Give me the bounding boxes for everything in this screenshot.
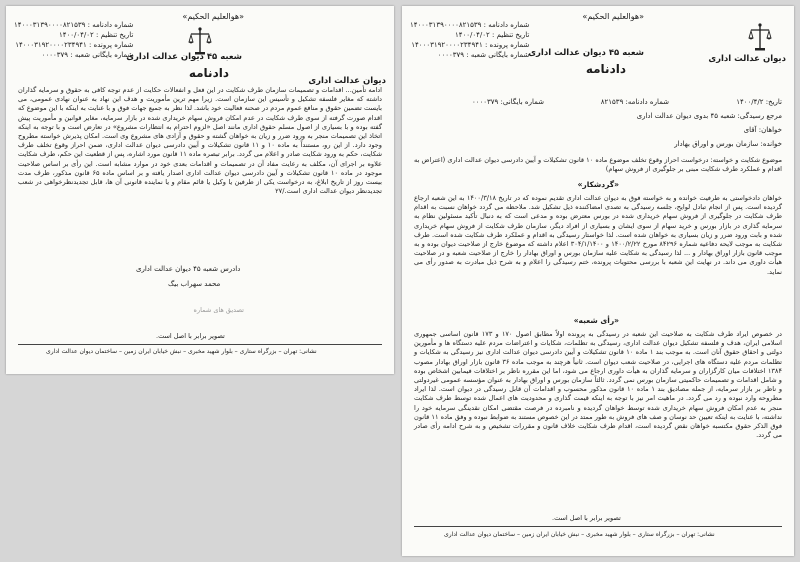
court-branch-title: شعبه ۴۵ دیوان عدالت اداری bbox=[126, 52, 242, 62]
meta-verdict-number: شماره دادنامه : ۱۴۰۰۰۳۱۳۹۰۰۰۰۸۲۱۵۳۹ bbox=[14, 21, 134, 29]
judge-title: دادرس شعبه ۴۵ دیوان عدالت اداری bbox=[136, 265, 241, 273]
footer-divider bbox=[18, 344, 382, 345]
document-meta bbox=[14, 20, 133, 60]
proceedings-text: خواهان دادخواستی به طرفیت خوانده و به خواسته فوق به دیوان عدالت اداری تقدیم نموده که در تاریخ ۱۴۰۰/۳/۱۸ به این شعبه ارجاع گردیده است. پس از انجام تبادل لوایح، جلسه رسیدگی به تصدی امضاکننده ذیل تشکیل شد. ملاحظه می گردد خواهان نسبت به اقدام طرف شکایت در جلوگیری از فروش سهام خریداری شده در بورس معترض بوده و مدعی است که به دنبال تأکید مسئولین نظام به سرمایه گذاری در بازار بورس و خرید سهام از سوی ایشان و بسیاری از افراد دیگر، سازمان طرف شکایت از فروش سهام خریداری شده و بابت ورود ضرر و زیان بسیاری به خواهان شده است. لذا خواستار رسیدگی به اقدام و عملکرد طرف شکایت شده است. طرف شکایت به موجب لایحه دفاعیه شماره ۸۴۲۹۶ مورخ ۱۴۰۰/۲/۲۲ و ۳۰۴/۱/۱۴۰۰ اعلام داشته که موضوع خارج از صلاحیت دیوان بوده و به موجب قانون بازار اوراق بهادار و ... لذا رسیدگی به شکایت علیه سازمان بورس و اوراق بهادار را خارج از صلاحیت شعبه و در صلاحیت هیأت داوری می داند. در نهایت این شعبه با بررسی محتویات پرونده، ختم رسیدگی را اعلام و به شرح ذیل مبادرت به صدور رأی می نماید. bbox=[414, 194, 782, 276]
document-type-title: دادنامه bbox=[585, 62, 626, 76]
meta-case-number: شماره پرونده : ۱۴۰۰۰۳۱۹۲۰۰۰۰۲۳۴۹۴۱ bbox=[15, 41, 134, 49]
proceedings-heading: «گردشکار» bbox=[577, 180, 619, 189]
verdict-continuation-text: ادامه تأمین... اقدامات و تصمیمات سازمان طرف شکایت در این فعل و انفعالات حکایت از عدم توجه کافی به حقوق و سرمایه گذاران داشته که مغایر فلسفه تشکیل و تأسیس این سازمان است. زیرا مهم ترین مأموریت و هدف این نهاد به عنوان نهادی عمومی، می بایست تضمین حقوق و منافع عموم مردم در صحنه فعالیت خود باشد. لذا نظر به جمیع جهات فوق و با عنایت به اینکه با این موضوع که اقدام صورت گرفته از سوی طرف شکایت در عدم امکان فروش سهام خریداری شده در بازار سرمایه، مغایر قوانین و مأموریت پیش گفته بوده و با بسیاری از اصول مسلم حقوق اداری مانند اصل «لزوم احترام به انتظارات مشروع» در تعارض است و با توجه به اینکه اتخاذ این تصمیمات منجر به ورود ضرر و زیان به خواهان گشته و حقوق و آزادی های مشروع وی است. امکان پذیرش خواسته مطروح وجود دارد. از این رو، مستنداً به ماده ۱۰ و ۱۱ قانون تشکیلات و آیین دادرسی دیوان عدالت اداری، ضمن احراز وقوع تخلف طرف شکایت، حکم به ورود شکایت صادر و اعلام می گردد. برابر تبصره ماده ۱۱ قانون مورد اشاره، پس از قطعیت این حکم، طرف شکایت علاوه بر اجرای آن، مکلف به رعایت مفاد آن در تصمیمات و اقدامات بعدی خود در موارد مشابه است. این رأی بر اساس صلاحیت موجود در ماده ۱۰ قانون تشکیلات و آیین دادرسی دیوان عدالت اداری اصدار یافته و بر اساس ماده ۶۵ قانون مذکور، ظرف مدت بیست روز از تاریخ ابلاغ، به درخواست یکی از طرفین یا وکیل یا قائم مقام و یا نماینده قانونی آن ها، قابل تجدیدنظرخواهی در شعب تجدیدنظر دیوان عدالت اداری است./۲۷ bbox=[18, 86, 383, 196]
footer-address: نشانی: تهران – بزرگراه ستاری – بلوار شهید مخبری – نبش خیابان ایران زمین – ساختمان دیوان عدالت اداری bbox=[444, 531, 715, 538]
footer-address: نشانی: تهران – بزرگراه ستاری – بلوار شهید مخبری – نبش خیابان ایران زمین – ساختمان دیوان عدالت اداری bbox=[46, 348, 317, 355]
meta-issue-date: تاریخ تنظیم : ۱۴۰۰/۰۴/۰۲ bbox=[454, 31, 530, 39]
basmala: «هوالعلیم الحکیم» bbox=[582, 12, 644, 21]
court-branch-title: شعبه ۴۵ دیوان عدالت اداری bbox=[528, 48, 644, 58]
scales-of-justice-icon bbox=[748, 22, 772, 52]
document-meta bbox=[410, 20, 529, 60]
page-header bbox=[402, 6, 794, 106]
meta-issue-date: تاریخ تنظیم : ۱۴۰۰/۰۴/۰۲ bbox=[58, 31, 134, 39]
judge-name: محمد سهراب بیگ bbox=[168, 280, 221, 288]
defendant: خوانده: سازمان بورس و اوراق بهادار bbox=[674, 140, 782, 148]
department-title: دیوان عدالت اداری bbox=[708, 54, 786, 64]
verdict-date: تاریخ: ۱۴۰۰/۴/۲ bbox=[736, 98, 782, 106]
meta-verdict-number: شماره دادنامه : ۱۴۰۰۰۳۱۳۹۰۰۰۰۸۲۱۵۳۹ bbox=[410, 21, 530, 29]
document-page-1 bbox=[402, 6, 794, 556]
ruling-heading: «رأی شعبه» bbox=[573, 316, 619, 325]
ruling-text: در خصوص ایراد طرف شکایت به صلاحیت این شعبه در رسیدگی به پرونده اولاً مطابق اصول ۱۷۰ و ۱۷۳ قانون اساسی جمهوری اسلامی ایران، هدف و فلسفه تشکیل دیوان عدالت اداری، رسیدگی به تظلمات، شکایات و اعتراضات مردم علیه دستگاه ها و مأمورین دولتی و احقاق حقوق آنان است. به موجب بند ۱ ماده ۱۰ قانون تشکیلات و آیین دادرسی دیوان عدالت اداری نیز رسیدگی به شکایات و تظلمات مردم علیه دستگاه های اجرایی، در صلاحیت شعب دیوان است. ثانیاً هرچند به موجب ماده ۳۶ قانون بازار اوراق بهادار مصوب ۱۳۸۴ اختلافات میان کارگزاران و سرمایه گذاران به هیأت داوری ارجاع می شود، اما این مقرره ناظر بر اختلافات فیمابین اشخاص بوده و شامل اقدامات و تصمیمات حاکمیتی سازمان بورس نمی گردد. ثالثاً سازمان بورس و اوراق بهادار به عنوان مؤسسه عمومی غیردولتی و ناظر بر بازار سرمایه، از جمله مصادیق بند ۱ ماده ۱۰ قانون مذکور محسوب و اقدامات آن قابل رسیدگی در دیوان است. لذا ایراد مطروحه وارد نبوده و رد می گردد. در ماهیت امر نیز با توجه به اینکه قیمت گذاری و محدودیت های اعمال شده توسط طرف شکایت منجر به عدم امکان فروش سهام خریداری شده توسط خواهان گردیده و نامبرده در فرصت مقتضی امکان نقدینگی سرمایه خود را نداشته، با عنایت به اینکه تعیین حد نوسان و صف های فروش به طور ممتد در این خصوص مستند به ضوابط نبوده و وفق ماده ۱۱ قانون فوق الذکر حقوق مکتسبه خواهان نقض گردیده است، اقدام طرف شکایت خلاف قانون و مقررات تشخیص و به شرح ادامه رأی صادر می گردد. bbox=[414, 330, 783, 440]
document-page-2 bbox=[6, 6, 394, 374]
basmala: «هوالعلیم الحکیم» bbox=[182, 12, 244, 21]
document-type-title: دادنامه bbox=[188, 66, 229, 80]
meta-archive-number: شماره بایگانی شعبه : ۰۰۰۰۳۷۹ bbox=[437, 51, 530, 59]
case-subject: موضوع شکایت و خواسته: درخواست احراز وقوع تخلف موضوع ماده ۱۰ قانون تشکیلات و آیین دادرسی دیوان عدالت اداری (اعتراض به اقدام و عملکرد طرف شکایت مبنی بر جلوگیری از فروش سهام) bbox=[414, 156, 782, 174]
meta-case-number: شماره پرونده : ۱۴۰۰۰۳۱۹۲۰۰۰۰۲۳۴۹۴۱ bbox=[411, 41, 530, 49]
verdict-number: شماره دادنامه: ۸۲۱۵۳۹ bbox=[600, 98, 669, 106]
certified-copy-note: تصویر برابر با اصل است. bbox=[156, 332, 225, 340]
certified-copy-note: تصویر برابر با اصل است. bbox=[552, 514, 621, 522]
reviewing-authority: مرجع رسیدگی: شعبه ۴۵ بدوی دیوان عدالت اداری bbox=[636, 112, 782, 120]
department-title: دیوان عدالت اداری bbox=[308, 76, 386, 86]
plaintiff: خواهان: آقای bbox=[743, 126, 782, 134]
meta-archive-number: شماره بایگانی شعبه : ۰۰۰۰۳۷۹ bbox=[41, 51, 134, 59]
archive-number: شماره بایگانی: ۰۰۰۰۳۷۹ bbox=[471, 98, 544, 106]
footer-divider bbox=[414, 526, 782, 527]
faint-stamp-text: تصدیق های شماره bbox=[193, 306, 244, 314]
